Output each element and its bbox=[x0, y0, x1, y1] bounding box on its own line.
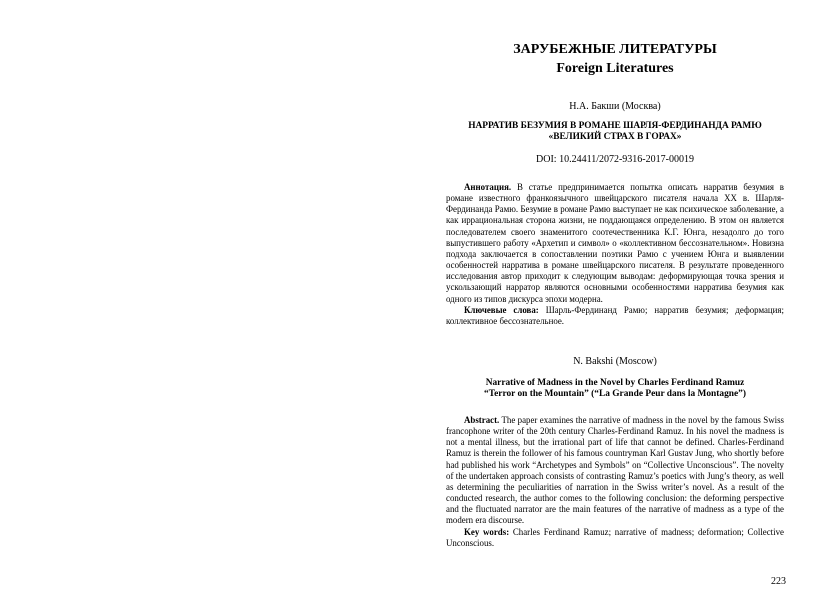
abstract-en-text: The paper examines the narrative of madness in the novel by the famous Swiss francophone writer of the 20th century Charles-Ferdinand Ramuz. In his novel the madness is not a mental illness, but the irrational part of life that cannot be defined. Charles-Ferdinand Ramuz is therein the follower of his famous countryman Karl Gustav Jung, who shortly before had published his work “Archetypes and Symbols” on “Collective Unconscious”. The novelty of the undertaken approach consists of contrasting Ramuz’s poetics with Jung’s theory, as well as determining the peculiarities of narration in the Swiss writer’s novel. As a result of the conducted research, the author comes to the following conclusion: the deforming perspective and the fluctuated narrator are the main features of the narrative of madness as a type of the modern era discourse. bbox=[446, 415, 784, 526]
article-title-ru bbox=[446, 121, 784, 144]
abstract-ru bbox=[446, 182, 784, 327]
abstract-en bbox=[446, 415, 784, 549]
title-en-line-1: Narrative of Madness in the Novel by Charles Ferdinand Ramuz bbox=[485, 378, 745, 388]
keywords-ru-paragraph bbox=[446, 305, 784, 327]
title-en-line-2: “Terror on the Mountain” (“La Grande Peur dans la Montagne”) bbox=[484, 389, 746, 400]
doi: DOI: 10.24411/2072-9316-2017-00019 bbox=[536, 154, 694, 165]
title-ru-line-1: НАРРАТИВ БЕЗУМИЯ В РОМАНЕ ШАРЛЯ-ФЕРДИНАНДА РАМЮ bbox=[468, 121, 762, 131]
author-en: N. Bakshi (Moscow) bbox=[573, 356, 657, 367]
abstract-en-paragraph bbox=[446, 415, 784, 527]
page-number: 223 bbox=[771, 576, 786, 587]
abstract-ru-label: Аннотация. bbox=[464, 182, 512, 192]
abstract-ru-paragraph bbox=[446, 182, 784, 305]
abstract-ru-text: В статье предпринимается попытка описать нарратив безумия в романе известного франкоязычного швейцарского писателя начала ХХ в. Шарля-Фердинанда Рамю. Безумие в романе Рамю выступает не как психическое заболевание, а как иррациональная сторона жизни, не поддающаяся определению. В этом он является последователем своего знаменитого соотечественника К.Г. Юнга, незадолго до того выпустившего работу «Архетип и символ» о «коллективном бессознательном». Новизна подхода заключается в сопоставлении поэтики Рамю с учением Юнга и выявлении особенностей нарратива в романе швейцарского писателя. В результате проведенного исследования автор приходит к следующим выводам: деформирующая точка зрения и ускользающий нарратор являются основными особенностями нарратива безумия как одного из типов дискурса эпохи модерна. bbox=[446, 182, 784, 304]
title-ru-line-2: «ВЕЛИКИЙ СТРАХ В ГОРАХ» bbox=[548, 132, 682, 143]
author-ru: Н.А. Бакши (Москва) bbox=[569, 101, 661, 112]
abstract-en-label: Abstract. bbox=[464, 415, 500, 425]
section-title-ru: ЗАРУБЕЖНЫЕ ЛИТЕРАТУРЫ bbox=[513, 42, 717, 57]
keywords-en-label: Key words: bbox=[464, 526, 510, 537]
keywords-ru-label: Ключевые слова: bbox=[464, 304, 539, 315]
keywords-en-text: Charles Ferdinand Ramuz; narrative of madness; deformation; Collective Unconscious. bbox=[446, 526, 784, 548]
article-title-en bbox=[446, 378, 784, 401]
keywords-en-paragraph bbox=[446, 527, 784, 549]
section-title-en: Foreign Literatures bbox=[556, 61, 674, 76]
keywords-ru-text: Шарль-Фердинанд Рамю; нарратив безумия; деформация; коллективное бессознательное. bbox=[446, 304, 784, 326]
